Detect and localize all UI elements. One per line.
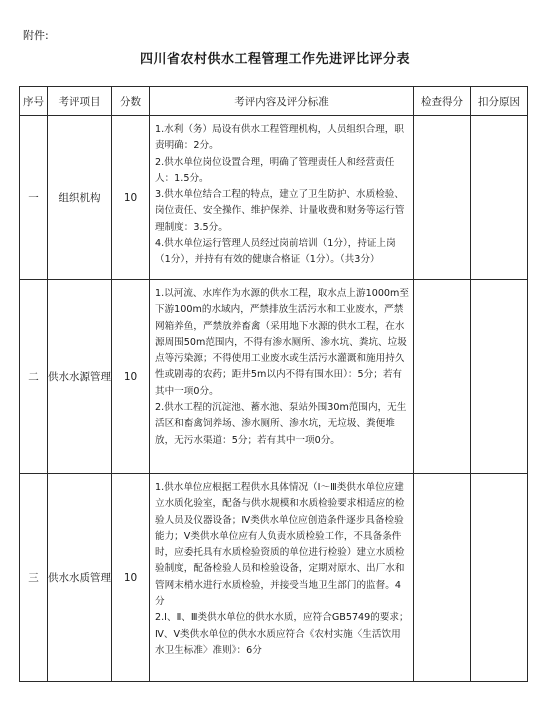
table-row xyxy=(20,116,528,280)
document-title: 四川省农村供水工程管理工作先进评比评分表 xyxy=(139,52,410,67)
row-number: 一 xyxy=(20,116,48,280)
header-no: 序号 xyxy=(20,87,48,116)
criteria-line: 1.水利（务）局设有供水工程管理机构，人员组织合理，职责明确：2分。 xyxy=(155,124,404,152)
deduction-reason-cell[interactable] xyxy=(471,280,528,474)
deduction-reason-cell[interactable] xyxy=(471,116,528,280)
table-row xyxy=(20,474,528,682)
row-item: 组织机构 xyxy=(48,116,112,280)
criteria-line: 1.以河流、水库作为水源的供水工程，取水点上游1000m至下游100m的水域内，严禁排放生活污水和工业废水，严禁网箱养鱼，严禁放养畜禽（采用地下水源的供水工程，在水源周围50m范围内，不得有渗水厕所、渗水坑、粪坑、垃圾点等污染源；不得使用工业废水或生活污水灌溉和施用持久性或剧毒的农药；距井5m以内不得有围水田）：5分；若有其中一项0分。 xyxy=(155,288,409,397)
check-score-cell[interactable] xyxy=(414,474,471,682)
criteria-line: 2.Ⅰ、Ⅱ、Ⅲ类供水单位的供水水质，应符合GB5749的要求；Ⅳ、Ⅴ类供水单位的供水水质应符合《农村实施〈生活饮用水卫生标准〉准则》：6分 xyxy=(155,612,409,656)
scoring-table xyxy=(19,86,528,682)
criteria-line: 3.供水单位结合工程的特点，建立了卫生防护、水质检验、岗位责任、安全操作、维护保养、计量收费和财务等运行管理制度：3.5分。 xyxy=(155,189,405,233)
criteria-line: 4.供水单位运行管理人员经过岗前培训（1分），持证上岗（1分），并持有有效的健康合格证（1分）。（共3分） xyxy=(155,238,396,266)
criteria-line: 2.供水工程的沉淀池、蓄水池、泵站外围30m范围内，无生活区和畜禽饲养场、渗水厕所、渗水坑，无垃圾、粪便堆放，无污水渠道：5分；若有其中一项0分。 xyxy=(155,402,407,446)
table-row xyxy=(20,280,528,474)
criteria-line: 2.供水单位岗位设置合理，明确了管理责任人和经营责任人：1.5分。 xyxy=(155,156,395,184)
row-item: 供水水源管理 xyxy=(48,280,112,474)
header-criteria: 考评内容及评分标准 xyxy=(150,87,414,116)
row-criteria xyxy=(150,474,414,682)
header-deduction-reason: 扣分原因 xyxy=(471,87,528,116)
header-item: 考评项目 xyxy=(48,87,112,116)
row-criteria xyxy=(150,280,414,474)
row-score: 10 xyxy=(112,474,150,682)
check-score-cell[interactable] xyxy=(414,116,471,280)
row-score: 10 xyxy=(112,280,150,474)
attachment-label: 附件: xyxy=(23,29,49,42)
row-criteria xyxy=(150,116,414,280)
row-item: 供水水质管理 xyxy=(48,474,112,682)
header-score: 分数 xyxy=(112,87,150,116)
row-number: 二 xyxy=(20,280,48,474)
row-number: 三 xyxy=(20,474,48,682)
table-header-row xyxy=(20,87,528,116)
header-check-score: 检查得分 xyxy=(414,87,471,116)
deduction-reason-cell[interactable] xyxy=(471,474,528,682)
row-score: 10 xyxy=(112,116,150,280)
criteria-line: 1.供水单位应根据工程供水具体情况（Ⅰ～Ⅲ类供水单位应建立水质化验室，配备与供水规模和水质检验要求相适应的检验人员及仪器设备；Ⅳ类供水单位应创造条件逐步具备检验能力；Ⅴ类供水单位应有人负责水质检验工作，不具备条件时，应委托具有水质检验资质的单位进行检验）建立水质检验制度，配备检验人员和检验设备，定期对原水、出厂水和管网末梢水进行水质检验，并接受当地卫生部门的监督。4分 xyxy=(155,482,405,608)
check-score-cell[interactable] xyxy=(414,280,471,474)
